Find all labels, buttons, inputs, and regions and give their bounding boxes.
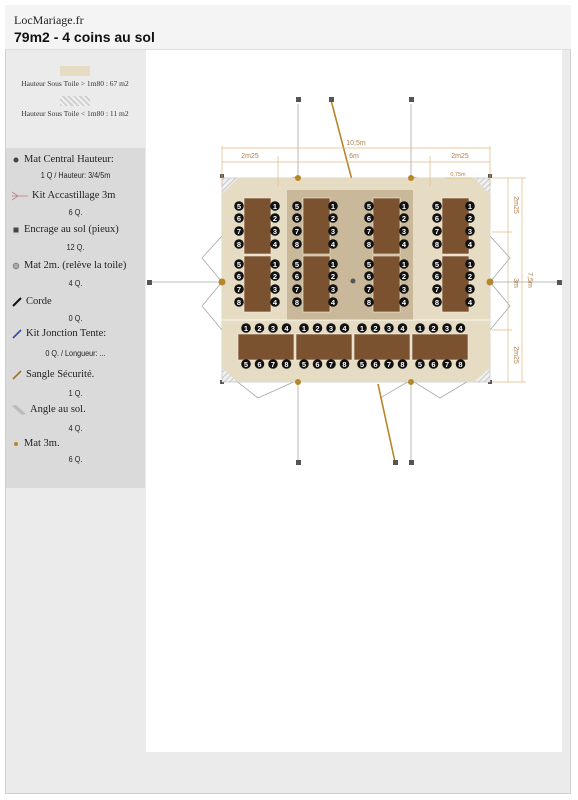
seat-number: 6 [373, 359, 378, 369]
seat [442, 359, 452, 369]
seat-number: 5 [301, 359, 307, 369]
seat-number: 6 [294, 271, 300, 281]
pole-3m [219, 279, 226, 286]
anchor [393, 460, 398, 465]
seat-number: 5 [366, 201, 372, 211]
seat-number: 5 [359, 359, 365, 369]
legend-label: Kit Accastillage 3m [32, 190, 116, 201]
legend-label: Kit Jonction Tente: [26, 328, 107, 339]
legend-label: Mat 2m. (relève la toile) [24, 260, 127, 271]
legend-value: 6 Q. [68, 454, 83, 464]
seat [340, 323, 350, 333]
anchor [147, 280, 152, 285]
seat [429, 323, 439, 333]
seat [234, 297, 244, 307]
seat-number: 2 [401, 271, 407, 281]
seat-number: 6 [434, 213, 440, 223]
seat-number: 7 [366, 226, 372, 236]
dim-right-top: 2m25 [512, 196, 519, 214]
dim-total-width: 10,5m [346, 140, 366, 147]
seat-number: 2 [330, 213, 336, 223]
dim-left: 2m25 [241, 153, 259, 160]
seat-number: 5 [434, 259, 440, 269]
seat [465, 213, 475, 223]
seat [270, 239, 280, 249]
seat [364, 284, 374, 294]
seat-number: 8 [294, 297, 300, 307]
seat-number: 4 [401, 239, 407, 249]
seat [292, 297, 302, 307]
seat [313, 359, 323, 369]
seat-number: 5 [366, 259, 372, 269]
seat [364, 271, 374, 281]
seat [384, 323, 394, 333]
seat-number: 2 [272, 271, 278, 281]
seat-number: 6 [434, 271, 440, 281]
seat-number: 2 [401, 213, 407, 223]
legend-value: 4 Q. [68, 278, 83, 288]
seat-number: 4 [330, 297, 336, 307]
seat [270, 213, 280, 223]
seat [270, 284, 280, 294]
seat [241, 323, 251, 333]
site-name[interactable]: LocMariage.fr [14, 13, 84, 27]
seat [399, 297, 409, 307]
seat [270, 297, 280, 307]
seat [364, 239, 374, 249]
seat [326, 323, 336, 333]
seat [255, 323, 265, 333]
seat-number: 8 [434, 239, 440, 249]
pole-3m [295, 175, 301, 181]
seat [442, 323, 452, 333]
seat [268, 323, 278, 333]
seat-number: 4 [467, 297, 473, 307]
seat-number: 3 [270, 323, 276, 333]
seat [432, 284, 442, 294]
seat [399, 201, 409, 211]
seat-number: 4 [330, 239, 336, 249]
seat-number: 1 [330, 201, 336, 211]
seat [234, 239, 244, 249]
seat-number: 7 [236, 284, 242, 294]
seat [328, 259, 338, 269]
seat [399, 271, 409, 281]
legend-value: 1 Q. [68, 388, 83, 398]
seat [432, 259, 442, 269]
seat-number: 5 [236, 259, 242, 269]
seat-number: 2 [431, 323, 436, 333]
legend-label: Mat Central Hauteur: [24, 154, 114, 165]
seat [456, 359, 466, 369]
pole-3m [487, 279, 494, 286]
dim-right-mid: 3m [512, 278, 519, 288]
seat [399, 239, 409, 249]
seat-number: 3 [330, 226, 336, 236]
seat-number: 4 [272, 239, 278, 249]
seat [399, 213, 409, 223]
seat [299, 323, 309, 333]
seat [371, 359, 381, 369]
seat [292, 284, 302, 294]
seat [282, 323, 292, 333]
seat-number: 8 [366, 297, 372, 307]
seat-number: 8 [342, 359, 347, 369]
seat-number: 7 [444, 359, 450, 369]
seat-number: 3 [330, 284, 336, 294]
seat [465, 271, 475, 281]
seat-number: 1 [301, 323, 307, 333]
anchor [409, 460, 414, 465]
table [238, 334, 294, 360]
seat-number: 1 [359, 323, 365, 333]
seat-number: 8 [458, 359, 463, 369]
seat-number: 3 [401, 284, 407, 294]
seat [384, 359, 394, 369]
seat-number: 3 [467, 226, 473, 236]
seat-number: 4 [272, 297, 278, 307]
table [303, 256, 330, 312]
table [442, 198, 469, 254]
seat [432, 201, 442, 211]
seat-number: 3 [272, 226, 278, 236]
seat-number: 8 [236, 239, 242, 249]
seat-number: 4 [458, 323, 463, 333]
seat [357, 323, 367, 333]
seat-number: 2 [467, 271, 473, 281]
seat-number: 2 [257, 323, 262, 333]
legend-label: Angle au sol. [30, 404, 86, 415]
seat-number: 3 [328, 323, 334, 333]
seat [432, 271, 442, 281]
legend-label: Mat 3m. [24, 438, 60, 449]
legend-value: 0 Q. / Longueur: ... [45, 348, 106, 358]
seat [465, 297, 475, 307]
seat [328, 226, 338, 236]
seat-number: 1 [467, 201, 473, 211]
seat-number: 7 [434, 226, 440, 236]
seat [364, 297, 374, 307]
dim-right-bottom: 2m25 [512, 346, 519, 364]
seat [234, 284, 244, 294]
legend-label: Corde [26, 296, 52, 307]
seat-number: 7 [386, 359, 392, 369]
seat-number: 2 [467, 213, 473, 223]
anchor [329, 97, 334, 102]
pole-3m [295, 379, 301, 385]
seat-number: 6 [257, 359, 262, 369]
seat [270, 201, 280, 211]
seat-number: 5 [294, 201, 300, 211]
legend-value: 1 Q / Hauteur: 3/4/5m [40, 170, 111, 180]
seat-number: 1 [401, 201, 407, 211]
seat-number: 7 [294, 226, 300, 236]
seat [292, 239, 302, 249]
seat [465, 239, 475, 249]
table [303, 198, 330, 254]
dim-right: 2m25 [451, 153, 469, 160]
seat [399, 284, 409, 294]
seat [432, 297, 442, 307]
seat-number: 1 [417, 323, 423, 333]
seat-number: 1 [243, 323, 249, 333]
anchor [296, 460, 301, 465]
anchor [296, 97, 301, 102]
seat [292, 259, 302, 269]
seat-number: 6 [315, 359, 320, 369]
seat [234, 213, 244, 223]
seat-number: 6 [236, 213, 242, 223]
seat-number: 1 [330, 259, 336, 269]
seat-number: 7 [236, 226, 242, 236]
seat [270, 271, 280, 281]
low-area-label: Hauteur Sous Toile < 1m80 : 11 m2 [21, 109, 129, 118]
seat-number: 7 [294, 284, 300, 294]
seat [292, 201, 302, 211]
seat [465, 201, 475, 211]
seat [292, 271, 302, 281]
seat [255, 359, 265, 369]
seat-number: 5 [417, 359, 423, 369]
seat-number: 6 [366, 213, 372, 223]
seat-number: 1 [272, 201, 278, 211]
seat-number: 2 [330, 271, 336, 281]
seat [415, 359, 425, 369]
legend-value: 4 Q. [68, 423, 83, 433]
seat [268, 359, 278, 369]
pole-3m [408, 175, 414, 181]
seat [456, 323, 466, 333]
seat [399, 226, 409, 236]
seat [241, 359, 251, 369]
seat-number: 4 [401, 297, 407, 307]
seat-number: 7 [366, 284, 372, 294]
seat [282, 359, 292, 369]
seat [328, 271, 338, 281]
table [244, 198, 271, 254]
seat-number: 2 [272, 213, 278, 223]
seat [328, 239, 338, 249]
seat-number: 5 [243, 359, 249, 369]
seat-number: 2 [373, 323, 378, 333]
table [296, 334, 352, 360]
pole-3m [408, 379, 414, 385]
seat [371, 323, 381, 333]
seat [465, 284, 475, 294]
seat [313, 323, 323, 333]
seat [270, 259, 280, 269]
legend-value: 12 Q. [66, 242, 85, 252]
seat-number: 6 [236, 271, 242, 281]
seat-number: 3 [386, 323, 392, 333]
seat-number: 7 [434, 284, 440, 294]
seat-number: 8 [236, 297, 242, 307]
table [373, 198, 400, 254]
seat [292, 226, 302, 236]
table [354, 334, 410, 360]
legend-label: Encrage au sol (pieux) [24, 224, 119, 235]
seat-number: 1 [401, 259, 407, 269]
seat-number: 3 [467, 284, 473, 294]
seat-number: 7 [270, 359, 276, 369]
seat-number: 6 [294, 213, 300, 223]
seat [432, 226, 442, 236]
seat [364, 201, 374, 211]
seat [234, 259, 244, 269]
legend-value: 6 Q. [68, 207, 83, 217]
seat [234, 226, 244, 236]
seat [429, 359, 439, 369]
seat [415, 323, 425, 333]
seat [357, 359, 367, 369]
seat [364, 213, 374, 223]
seat-number: 4 [400, 323, 405, 333]
seat [398, 323, 408, 333]
seat [465, 259, 475, 269]
table [373, 256, 400, 312]
seat [234, 201, 244, 211]
seat-number: 5 [434, 201, 440, 211]
dim-side-small: 0,75m [450, 172, 466, 178]
seat-number: 1 [272, 259, 278, 269]
dim-center: 6m [349, 153, 359, 160]
seat [364, 226, 374, 236]
seat-number: 4 [467, 239, 473, 249]
seat-number: 5 [236, 201, 242, 211]
seat [328, 201, 338, 211]
seat-number: 1 [467, 259, 473, 269]
seat-number: 5 [294, 259, 300, 269]
seat-number: 6 [431, 359, 436, 369]
seat-number: 8 [434, 297, 440, 307]
legend-label: Sangle Sécurité. [26, 369, 95, 380]
anchor [557, 280, 562, 285]
seat-number: 2 [315, 323, 320, 333]
table [412, 334, 468, 360]
seat [270, 226, 280, 236]
seat [299, 359, 309, 369]
seat [398, 359, 408, 369]
dim-total-height: 7,5m [526, 272, 533, 288]
seat-number: 6 [366, 271, 372, 281]
seat-number: 3 [401, 226, 407, 236]
table [244, 256, 271, 312]
high-area-label: Hauteur Sous Toile > 1m80 : 67 m2 [21, 79, 129, 88]
seat [465, 226, 475, 236]
seat-number: 8 [294, 239, 300, 249]
seat-number: 8 [366, 239, 372, 249]
seat-number: 4 [284, 323, 289, 333]
anchor [409, 97, 414, 102]
seat-number: 3 [272, 284, 278, 294]
seat [364, 259, 374, 269]
table [442, 256, 469, 312]
seat [432, 213, 442, 223]
seat-number: 8 [284, 359, 289, 369]
seat-number: 8 [400, 359, 405, 369]
seat-number: 4 [342, 323, 347, 333]
seat [432, 239, 442, 249]
seat [399, 259, 409, 269]
seat [326, 359, 336, 369]
seat [328, 284, 338, 294]
seat-number: 3 [444, 323, 450, 333]
seat [328, 297, 338, 307]
seat [234, 271, 244, 281]
seat-number: 7 [328, 359, 334, 369]
seat [328, 213, 338, 223]
central-pole [351, 279, 356, 284]
seat [340, 359, 350, 369]
seat [292, 213, 302, 223]
page-title: 79m2 - 4 coins au sol [14, 29, 155, 45]
legend-value: 0 Q. [68, 313, 83, 323]
